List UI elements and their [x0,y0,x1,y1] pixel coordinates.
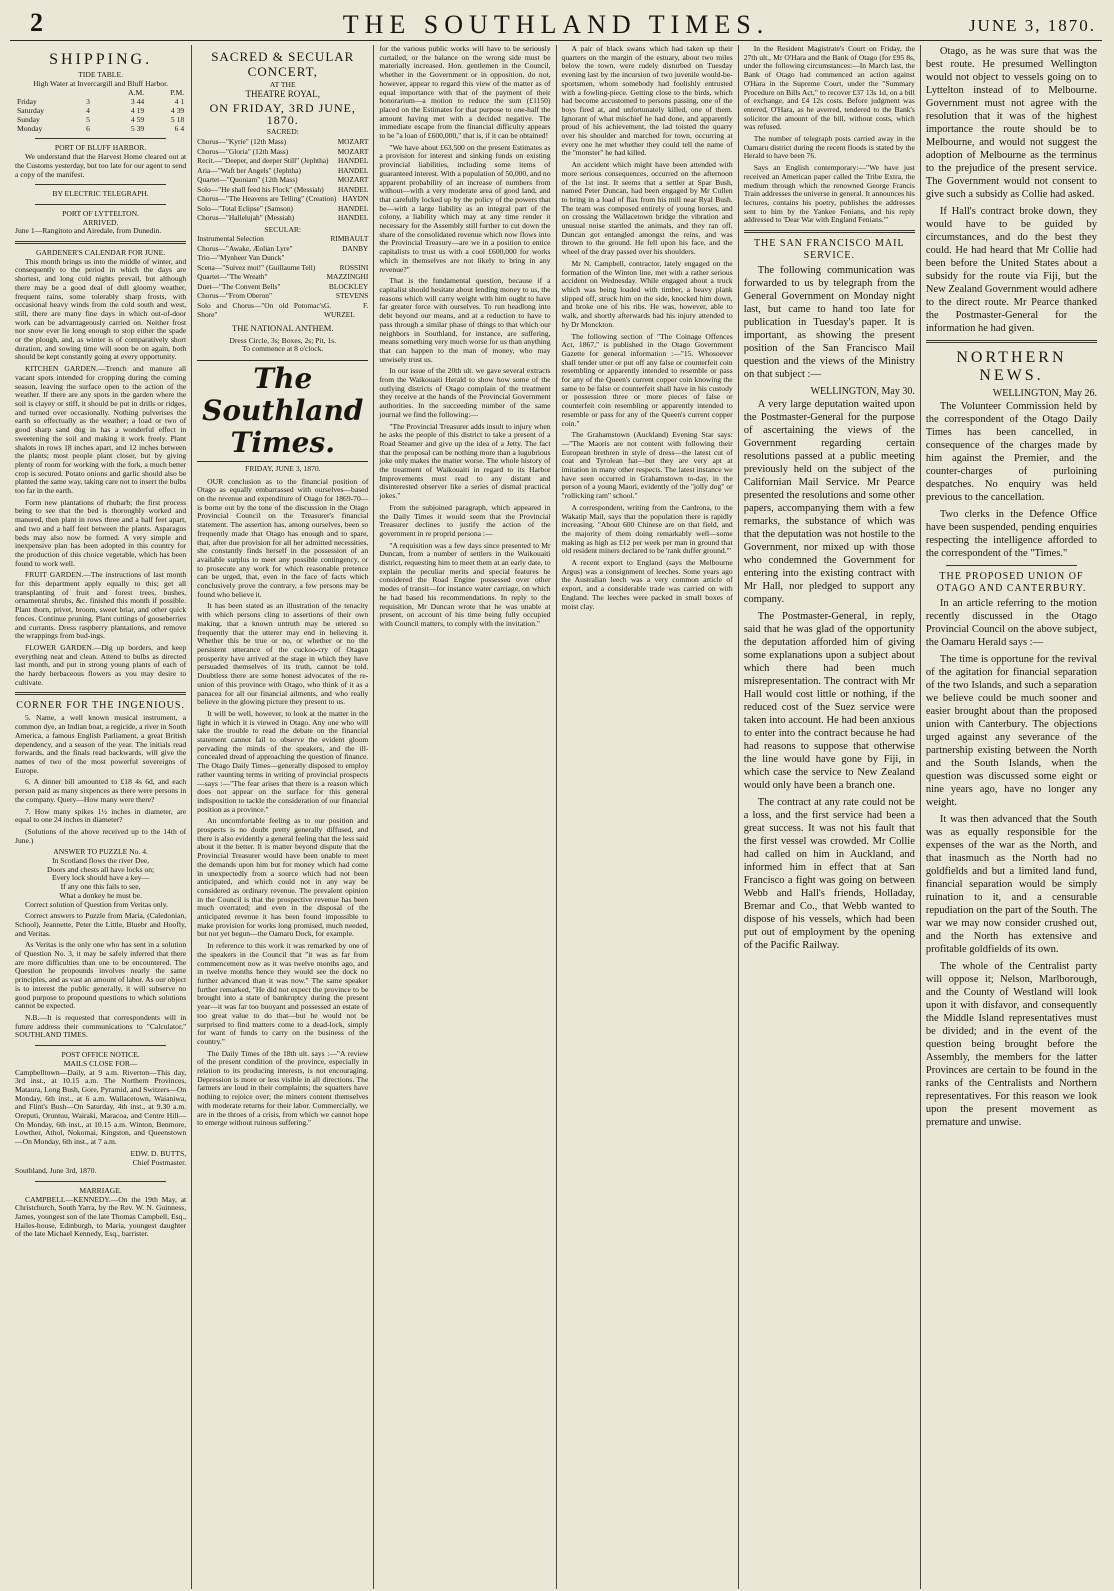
union-heading: THE PROPOSED UNION OF OTAGO AND CANTERBURY. [936,571,1087,594]
news-paragraph: The following section of "The Coinage Offences Act, 1867," is published in the Otago Government Gazette for general information :—"15. Whosoever shall tender utter or put off any false or counterfeit coin resembling or apparently intended to resemble or pass for any of the Queen's current copper coin knowing the same to be false or counterfeit shall have in his custody or possession three or more pieces of false or counterfeit coin resembling or apparently intended to resemble or pass for any of the Queen's current copper coin." [561,331,733,428]
divider [15,241,186,244]
mail-intro: The following communication was forwarded to us by telegraph from the General Government on Monday night last, but came to hand too late for publication in Tuesday's paper. It is important, as showing the present position of the San Francisco Mail question and the views of the Ministry on that subject :— [743,265,915,381]
divider [35,138,166,139]
news-dateline: WELLINGTON, May 26. [992,388,1098,399]
leader-paragraph: It will be well, however, to look at the matter in the light in which it is viewed in Otago. Any one who will take the trouble to read the debate on the financial statement cannot fail to observe the evident gloom pervading the minds of the speakers, and the ill-concealed dread of approaching the question of finance. The Otago Daily Times—generally disposed to employ rather vaunting terms in writing of provincial prospects—says :—"The fear arises that there is a reason which does not appear on the surface for this general indisposition to tackle the consideration of our financial position as a province." [197,708,369,814]
divider [926,340,1097,343]
post-office-sub: MAILS CLOSE FOR— [63,1058,138,1068]
mail-paragraph: Otago, as he was sure that was the best route. He presumed Wellington would not object to vessels going on to Lyttelton instead of to Melbourne. Government must not agree with the resolution that it was of the highest importance the route should be to Melbourne, and would not suggest the adoption of Melbourne as the terminus to the prejudice of the present service. The Government would not consent to give such a subsidy as Collie had asked. [925,46,1098,200]
programme-item: Chorus—"From Oberon" STEVENS [197,291,369,301]
port-bluff-text: We understand that the Harvest Home cleared out at the Customs yesterday, but too late for our agent to send a copy of the manifest. [15,152,187,179]
columns [10,45,1102,1589]
gardener-paragraph: FLOWER GARDEN.—Dig up borders, and keep everything neat and clean. Attend to bulbs as directed last month, and put in strong young plants of each of the hardy herbaceous flowers as you may desire to cultivate. [15,642,187,687]
news-paragraph: An accident which might have been attended with more serious consequences, occurred on the afternoon of the 1st inst. It seems that a settler at Spar Bush, named Peter Duncan, had been engaged by Mr Cullen to bring in a load of flax from his mill near Ryal Bush. The team was composed entirely of young horses, and on crossing the Wallacetown bridge the vibration and unusual noise startled the animals, and they ran off. Duncan got entangled amongst the reins, and was thrown to the ground. He fell upon his face, and the wheel of the dray passed over his shoulders. [561,160,733,257]
masthead: THE SOUTHLAND TIMES. [342,10,770,39]
answer-verse: What a donkey he must be. [59,890,142,900]
news-paragraph: The Grahamstown (Auckland) Evening Star says:—"The Maoris are not content with following their European brethren in style of dress—the latest cut of coat and Tyrolean hat—but they are very apt at imitation in many other respects. The latest instance we have seen occurred in Grahamstown to-day, in the person of a young Maori, evidently of the "jolly dog" or "rollicking ram" school." [561,430,733,501]
northern-news-heading: NORTHERN NEWS. [956,349,1067,384]
header-date: JUNE 3, 1870. [968,16,1096,35]
programme-item: Chorus—"Awake, Æolian Lyre" DANBY [197,243,369,253]
tide-row: Sunday 5 4 59 5 18 [17,115,185,125]
programme-item: Recit.—"Deeper, and deeper Still" (Jephtha) HANDEL [197,156,369,166]
divider [35,1045,166,1046]
divider [744,230,915,233]
puzzle-question: 6. A dinner bill amounted to £18 4s 6d, and each person paid as many sixpences as there were persons in the company. Query—How many were there? [15,777,187,804]
divider [15,692,186,695]
post-office-signed: EDW. D. BUTTS, [130,1148,187,1158]
divider [946,565,1077,566]
news-paragraph: The Volunteer Commission held by the correspondent of the Otago Daily Times has been cancelled, in consequence of the charges made by him against the Premier, and the counter-charges of purloining despatches. No enquiry was held previous to the cancellation. [925,401,1098,503]
secular-programme [197,234,368,320]
programme-item: Chorus—"Gloria" (12th Mass) MOZART [197,146,369,156]
puzzle-question: 5. Name, a well known musical instrument, a common dye, an Indian boat, a regicide, a river in South America, a famous English Parliament, a great British dependency, and a season of the year. The initials read forwards, and the finals read backwards, will give the names of two of the most powerful sovereigns of Europe. [15,713,187,775]
gothic-masthead: The Southland Times. [197,360,368,462]
article-paragraph: for the various public works will have to be seriously curtailed, or the balance on the wrong side must be materially increased. Hon. gentlemen in the Council, whether in the Government or in opposition, do not, however, appear to regard this view of the matter as of equal importance with that of the payment of their honorarium—a motion to reduce the sum (£1150) placed on the Estimates for that purpose to one-half the amount having met with a decided negative. The immediate escape from the financial difficulty appears to be "a loan of £600,000," that is, if it can be obtained! [379,45,551,141]
concert-heading: SACRED & SECULAR CONCERT, [211,49,355,79]
post-office-heading: POST OFFICE NOTICE. [61,1050,140,1060]
answer-verse: If any one this fails to see, [60,882,141,892]
mail-paragraph: The contract at any rate could not be a loss, and the first service had been a great success. It was not his fault that the first vessel was crowded. Mr Collie had called on him in Auckland, and informed him in effect that at San Francisco a fight was going on between Webb and Hall's friends, Holladay, Bremar and Co., that Webb wanted to dispose of his vessels, which had been put out of employment by the opening of the Pacific Railway. [743,797,915,952]
tide-row: Friday 3 3 44 4 1 [17,97,185,107]
gardener-paragraph: FRUIT GARDEN.—The instructions of last month for this department apply equally to this; get all transplanting of fruit and forest trees, bushes, ornamental shrubs, &c. finished this month if possible. Plant thorn, privet, broom, sweet briar, and other quick fences. Continue pruning. Plant cuttings of gooseberries and currants. Dress raspberry plantations, and remove the wrappings from bud-ings. [15,570,187,641]
news-paragraph: In the Resident Magistrate's Court on Friday, the 27th ult., Mr O'Hara and the Bank of Otago (for £95 8s, under the following circumstances:—In March last, the Bank of Otago had commenced an action against O'Hara in the Supreme Court, under the "Summary Procedure on Bills Act," to recover £37 13s 1d, on a bill of exchange, and £4 12s costs. Before judgment was entered, O'Hara, as he averred, tendered to the Bank's solicitor the amount of the bill, without costs, which was refused. [743,45,915,132]
concert-prices: Dress Circle, 3s; Boxes, 2s; Pit, 1s. [229,335,337,345]
mail-service-article [744,264,915,952]
news-paragraph: Two clerks in the Defence Office have been suspended, pending enquiries respecting the intelligence afforded to the correspondent of the "Times." [925,509,1098,559]
nb-note: N.B.—It is requested that correspondents will in future address their communications to "Calculator," SOUTHLAND TIMES. [15,1012,187,1040]
shipping-heading: SHIPPING. [49,51,153,68]
column-4 [557,45,739,1589]
answer-verse: Doors and chests all have locks on; [47,864,155,874]
sacred-label: SACRED: [266,127,299,137]
programme-item: Solo—"Total Eclipse" (Samson) HANDEL [197,203,369,213]
mail-dateline: WELLINGTON, May 30. [810,386,915,398]
programme-item: Trio—"Mynheer Van Dunck" [197,253,285,263]
programme-item: Quartet—"Quoniam" (12th Mass) MOZART [197,175,369,185]
tide-row: Monday 6 5 39 6 4 [17,124,185,134]
northern-news-article [926,387,1097,560]
union-paragraph: The time is opportune for the revival of the agitation for financial separation of the two Islands, and such a separation we believe could be much sooner and easier brought about than the proposed union with Canterbury. The objections urged against any severance of the partnership existing between the North and the South Islands, when the question was discussed some eight or nine years ago, have no longer any weight. [925,654,1098,808]
arrived-text: June 1—Rangitoto and Airedale, from Dunedin. [15,226,162,236]
port-bluff-heading: PORT OF BLUFF HARBOR. [54,143,147,153]
puzzle-question: 7. How many spikes 1½ inches in diameter, are equal to one 24 inches in diameter? [15,806,187,825]
mail-service-continued [926,45,1097,335]
leader-paragraph: OUR conclusion as to the financial position of Otago as equally embarrassed with ourselves—based on the revenue and expenditure of Otago for 1869-70—is borne out by the tone of the discussion in the Otago Provincial Council on the Treasurer's financial statement. The assertion has, among ourselves, been so frequently made that Otago has enough and to spare, that, after due provision for all her admitted necessities, she constantly finds herself in the possession of an available surplus to meet any possible contingency, or to prosecute any work for which reasonable pretence can be urged, that, even in the face of facts which conclusively prove the contrary, a few persons may be found who believe it. [197,476,369,599]
news-paragraph: Says an English contemporary:—"We have just received an American paper called the Tribe Extra, the medium through which the renowned George Francis Train addresses the universe in general. It announces his lectures, contains his poetry, publishes the addresses sent to him by the Yankee Fenians, and his reply addressed to 'Dear War with England Fenians.'" [743,163,915,225]
correct-solution: Correct solution of Question from Veritas only. [25,899,168,909]
mail-service-heading: THE SAN FRANCISCO MAIL SERVICE. [753,238,905,262]
article-paragraph: In our issue of the 20th ult. we gave several extracts from the Waikouaiti Herald to show how some of the outlying districts of Otago complain of the treatment they receive at the hands of the Provincial Government authorities. In the succeeding number of the same journal we find the following:— [379,366,551,419]
programme-item: Duet—"The Convent Bells" BLOCKLEY [197,281,369,291]
leader-paragraph: In reference to this work it was remarked by one of the speakers in the Council that "it was as far from commencement now as it was twelve months ago, and in twelve months hence they would see the dock no further advanced than it was now." The same speaker further remarked, "He did not expect the province to be brought into a state of bankruptcy during the present year—it was far too buoyant and possessed an estate of too great value to do that—but he would not be surprised to find matters come to a dead-lock, simply for want of funds to carry on the business of the country." [197,941,369,1046]
news-paragraph: A recent export to England (says the Melbourne Argus) was a consignment of leeches. Some years ago the Australian leech was a very common article of export, and a considerable trade was carried on with England. The leeches were packed in small boxes of moist clay. [561,558,733,611]
secular-label: SECULAR: [264,224,302,234]
mail-paragraph: The Postmaster-General, in reply, said that he was glad of the opportunity the deputation afforded him of giving some explanations upon a subject about which there had been much misrepresentation. The contract with Mr Hall would cost little or nothing, if the reduced cost of the Suez service were taken into account. He had been anxious to enter into the contract because he had had reasons to suppose that otherwise the line would have gone by Fiji, in which case the service to New Zealand would only have been a branch one. [743,611,915,792]
programme-item: Solo and Chorus—"On old Potomac's Shore" G. F. WURZEL [197,300,369,320]
news-paragraph: A pair of black swans which had taken up their quarters on the margin of the estuary, about two miles below the town, were rudely disturbed on Tuesday evening last by the incursion of two juvenile would-be-sportsmen, whom somebody had foolishly entrusted with a fowling-piece. Getting close to the birds, which had become accustomed to persons passing, one of the boys fired at, and unfortunately killed, one of them. Ignorant of what mischief he had done, and apparently proud of his achievement, the lad toisted the quarry over his shoulder and marched for town, occurring at every one he met whether they could tell the name of the "monster" he had killed. [561,45,733,158]
page-header [10,6,1102,41]
column-1 [10,45,192,1589]
column-3 [374,45,556,1589]
divider [35,1181,166,1182]
news-paragraph: Mr N. Campbell, contractor, lately engaged on the formation of the Winton line, met with a rather serious accident on Wednesday. While engaged about a truck which was being loaded with timber, a heavy plank slipped off, struck him on the side, knocked him down, and broke one of his ribs. He was, however, able to walk, and shortly afterwards had his injury attended to by Dr Monckton. [561,258,733,329]
union-paragraph: The whole of the Centralist party will oppose it; Nelson, Marlborough, and the County of Westland will look upon it with disfavor, and consequently the Middle Island representatives must be divided; and in the event of the question being brought before the Assembly, the members for the latter Provinces are certain to be found in the ranks of the Centralists and Northern representatives. For this reason we look upon the present movement as premature and unwise. [925,961,1098,1128]
concert-date: ON FRIDAY, 3RD JUNE, 1870. [209,101,356,128]
article-paragraph: From the subjoined paragraph, which appeared in the Daily Times it would seem that the Provincial Treasurer declines to justify the action of the government in re proprid persona :— [379,502,551,538]
union-article [926,597,1097,1129]
programme-item: Instrumental Selection RIMBAULT [197,234,369,244]
sacred-programme [197,137,368,223]
gardener-paragraph: KITCHEN GARDEN.—Trench and manure all vacant spots intended for cropping during the coming season, leaving the surface open to the action of the weather. If there are any spots in the garden where the soil is clayey or stiff, it should be put in drills or ridges, and turned over occasionally. Nothing pulverises the earth so effectually as the weather; a load or two of good sharp sand dug in has a wonderful effect in sweetening the soil and making it work freely. Plant shalots in rows 18 inches apart, and 12 inches between the plants; most people plant closer, but by giving plenty of room for working with the fork, a much better crop is secured. Potato onions and garlic should also be planted the same way, taking care not to insert the bulbs too far in the earth. [15,364,187,496]
union-intro: In an article referring to the motion recently discussed in the Otago Provincial Council on the above subject, the Oamaru Herald says :— [925,598,1098,648]
answer-verse: Every lock should have a key— [51,873,150,883]
concert-at-the: AT THE [269,80,296,89]
issue-date: FRIDAY, JUNE 3, 1870. [244,463,321,473]
programme-item: Scena—"Suivez moi!" (Guillaume Tell) ROSSINI [197,262,369,272]
post-office-title: Chief Postmaster. [132,1157,187,1167]
news-paragraph: The number of telegraph posts carried away in the Oamaru district during the recent floods is stated by the Herald to have been 76. [743,134,915,161]
arrived-label: ARRIVED. [82,217,119,227]
union-paragraph: It was then advanced that the South was as equally responsible for the expenses of the war as the North, and that inasmuch as the North had no goldfields and but a limited land fund, financial separation would be simply ruination to it, and a censurable repudiation on the part of the South. The war we may now consider crushed out, and the North has extensive and profitable goldfields of its own. [925,814,1098,955]
column-2 [192,45,374,1589]
concert-time: To commence at 8 o'clock. [242,344,324,354]
programme-item: Chorus—"Hallelujah" (Messiah) HANDEL [197,213,369,223]
tide-table [15,88,186,133]
programme-item: Solo—"He shall feed his Flock" (Messiah) HANDEL [197,184,369,194]
leader-paragraph: It has been stated as an illustration of the tenacity with which persons cling to assertions of their own making, that a known untruth may be uttered so frequently that the utterer may end in believing it. Whether this be true or no, or whether or no the persistent utterance of the cuckoo-cry of Otagan prosperity have arrived at the stage in which they have persuaded themselves of its truth, cannot be told. Doubtless there are some honest advocates of the re-union of this province with Otago, who think of it as a panacea for all our financial ailments, and who really believe in the glowing picture they present to us. [197,601,369,707]
gardener-paragraph: Form new plantations of rhubarb; the first process being to see that the bed is thoroughly worked and manured, then plant in rows three and a half feet apart, and two and a half feet between the plants. Asparagus beds may also now be formed. A very simple and inexpensive plan has been adopted in this country for the production of this choice vegetable, which has been found to work well. [15,497,187,568]
telegraph-heading: BY ELECTRIC TELEGRAPH. [52,189,149,199]
marriage-text: CAMPBELL—KENNEDY.—On the 19th May, at Christchurch, South Yarra, by the Rev. W. N. Guinness, James, youngest son of the late Thomas Campbell, Esq., Hailes-house, Edinburgh, to Maria, youngest daughter of the late Michael Kennedy, Esq., barrister. [15,1194,187,1239]
post-office-text: Campbelltown—Daily, at 9 a.m. Riverton—This day, 3rd inst., at 10.15 a.m. The Northern Provinces, Mataura, Long Bush, Gore, Pyramid, and Switzers—On Monday, 6th inst., at 6 a.m. Wallacetown, Waianiwa, and Flint's Bush—On Saturday, 4th inst., at 9.30 a.m. Oreputi, Oruntuu, Wairaki, Maracoa, and Centre Hill—On Monday, 6th inst., at 10.15 a.m. Winton, Benmore, Lowther, Athol, Nokomai, Kingston, and Queenstown—On Monday, 6th inst., at 7 a.m. [15,1067,187,1147]
puzzle-note: (Solutions of the above received up to the 14th of June.) [15,826,187,845]
article-quote: "A requisition was a few days since presented to Mr Duncan, from a number of settlers in the Waikouaiti district, requesting him to meet them at an early date, to explain the peculiar merits and special features he considered the Road Engine possessed over other modes of transit—for instance water carriage, on which he had based his recommendations. In reply to the requisition, Mr Duncan wrote that he was unable at present, on account of his time being fully occupied with Council matters, to comply with the invitation." [379,540,551,628]
column-5 [739,45,921,1589]
post-office-dated: Southland, June 3rd, 1870. [15,1166,97,1176]
correct-answers: Correct answers to Puzzle from Maria, (Caledonian, School), Jeannette, Peter the Little, Bluebr and Hoofly, and Veritas. [15,911,187,938]
concert-venue: THEATRE ROYAL, [245,88,320,99]
programme-item: Aria—"Waft her Angels" (Jephtha) HANDEL [197,165,369,175]
tide-table-heading: TIDE TABLE. [78,70,123,79]
national-anthem: THE NATIONAL ANTHEM. [232,322,334,333]
programme-item: Chorus—"The Heavens are Telling" (Creation) HAYDN [197,194,369,204]
mail-paragraph: If Hall's contract broke down, they would have to be guided by circumstances, and do the best they could. He had heard that Mr Collie had been before the United States about a subsidy for the route via Fiji, but the New Zealand Government would adhere to the direct route. Mr Pearce thanked the Postmaster-General for the information he had given. [925,206,1098,334]
ingenious-heading: CORNER FOR THE INGENIOUS. [16,700,185,712]
answer-verse: In Scotland flows the river Dee, [52,856,150,866]
tide-table-header: A.M. P.M. [128,88,185,98]
leader-paragraph: An uncomfortable feeling as to our position and prospects is no doubt pretty generally diffused, and there is also evidently a general feeling that the less said about it the better. It is matter beyond dispute that the Provincial Treasurer would have been unable to meet the demands upon him but for money which had come in unexpectedly from a source which had not been anticipated, and which could not in any way be considered as ordinary revenue. The prevalent opinion in the Council is that the prospective revenue has been much overrated; and even in the disposal of the anticipated revenue it has been found impossible to make provision for works long promised, much needed, but not yet begun—the Oamaru Dock, for example. [197,816,369,939]
tide-table-intro: High Water at Invercargill and Bluff Harbor. [33,78,169,88]
leader-paragraph: The Daily Times of the 18th ult. says :—"A review of the present condition of the province, especially in relation to its producing interests, is not encouraging. Depression is more or less visible in all directions. The farmers are loud in their complaints; the squatters have nothing to rejoice over; the miners content themselves with moderate returns for their labor. Commercially, we are in the throes of a crisis, from which we cannot hope to emerge without ruinous suffering." [197,1048,369,1128]
article-quote: "We have about £63,500 on the present Estimates as a provision for interest and sinking funds on existing provincial liabilities, including some items of guaranteed interest. With a population of 50,000, and no apparent probability of an increase of numbers from without—with a very moderate area of good land, and that carefully locked up by the policy of the powers that be—with a large liability as an integral part of the colony, a liability which may at any time render it necessary for the Assembly still further to cut down the share of the consolidated revenue which now flows into the Provincial Treasury—are we in a position to entice capitalists to trust us with a cool £600,000 for works which in themselves are not likely to bring in any revenue?" [379,142,551,274]
gardener-heading: GARDENER'S CALENDAR FOR JUNE. [35,248,166,258]
mail-paragraph: A very large deputation waited upon the Postmaster-General for the purpose of ascertaining the views of the Government regarding certain resolutions passed at a public meeting previously held on the subject of the Californian Mail Service. Mr Pearce presented the resolutions and some other papers, accompanying them with a few remarks, the substance of which was that the deputation was not hostile to the Government, nor mixed up with those who condemned the Government for entering into the existing contract with Mr Hall, nor pledged to support any company. [743,399,915,606]
news-paragraph: A correspondent, writing from the Cardrona, to the Wakatip Mail, says that the population there is rapidly increasing. "About 600 Chinese are on that field, and the majority of them doing remarkably well—some making as high as £12 per week per man in ground that old resident miners declared to be 'rank duffer ground.'" [561,502,733,556]
tide-row: Saturday 4 4 19 4 39 [17,106,185,116]
programme-item: Quartet—"The Wreath" MAZZINGHI [197,272,369,282]
divider [35,204,166,205]
article-paragraph: That is the fundamental question, because if a capitalist should hesitate about lending money to us, the reasons which will carry weight with him ought to have far greater force with ourselves. To run headlong into debt beyond our means, and at a reduction to have to pass through a similar phase of things to that which our neighbors in Southland, for instance, are suffering, means something very much worse for us than anything that can happen to the man of money, who may unwisely trust us. [379,276,551,364]
column-6 [921,45,1102,1589]
programme-item: Chorus—"Kyrie" (12th Mass) MOZART [197,137,369,147]
lyttelton-heading: PORT OF LYTTELTON. [62,208,140,218]
marriage-heading: MARRIAGE. [79,1185,122,1195]
veritas-note: As Veritas is the only one who has sent in a solution of Question No. 3, it may be safely inferred that there are more difficulties than one to be encountered. The Question he propounds involves nearly the same principles, and as vast an amount of labor. As our object is to interest the public generally, it will subserve no good purpose to propound questions to which solutions cannot be expected. [15,940,187,1011]
gardener-paragraph: This month brings us into the middle of winter, and consequently to the period in which the days are shortest, and long cold nights prevail, but although there may be a good deal of dull gloomy weather, frequent rains, some tolerably sharp frosts, with occasional heavy winds from the cold south and west, still, there are many fine days in which out-of-door work can be advantageously carried on. Neither frost nor snow ever lie long enough to stop either the spade or the plough, and, as winter is of comparatively short duration, and sowing time will soon be on again, both should be kept constantly going at every opportunity. [15,256,187,362]
answer-heading: ANSWER TO PUZZLE No. 4. [53,847,148,857]
page-number: 2 [30,8,43,37]
article-quote: "The Provincial Treasurer adds insult to injury when he asks the people of this district to take a present of a Road Steamer and give up the idea of a Jetty. The fact that the proposal can be nothing more than a lugubrious joke only makes the matter worse. The whole history of the treatment of Waikouaiti in regard to its Harbor Improvements must read to any distant and disinterested observer like a series of dismal practical jokes." [379,421,551,501]
divider [35,184,166,185]
